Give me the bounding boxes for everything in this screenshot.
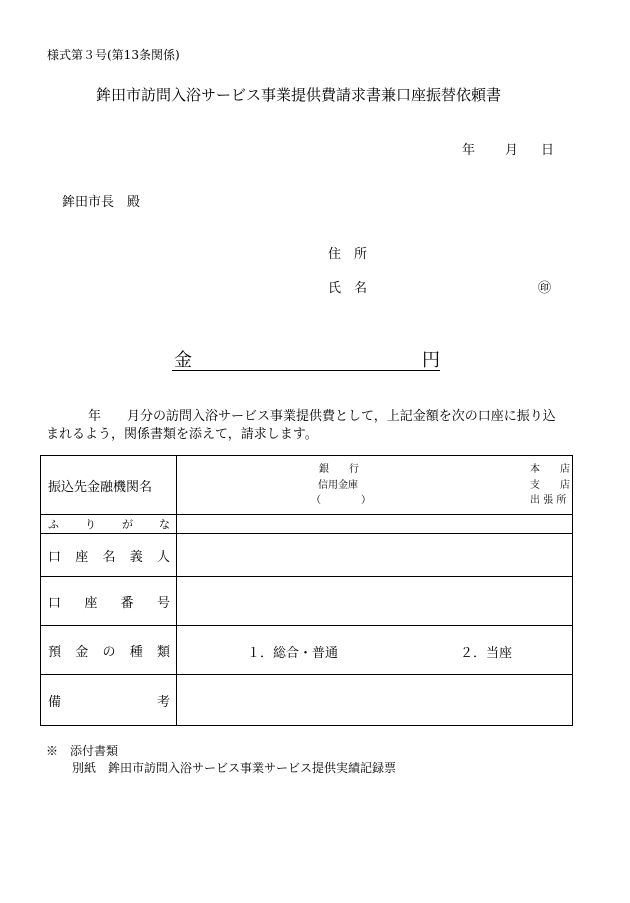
attachments-heading: ※ 添付書類 xyxy=(46,744,119,758)
label-char: 号 xyxy=(156,595,170,611)
deposit-option-current[interactable]: ２．当座 xyxy=(460,646,513,661)
date-year: 年 xyxy=(462,143,476,158)
bank-name-label: 振込先金融機関名 xyxy=(41,456,177,515)
date-month: 月 xyxy=(505,143,519,158)
account-holder-field[interactable] xyxy=(177,534,573,577)
amount-prefix: 金 xyxy=(174,350,192,371)
page-title: 鉾田市訪問入浴サービス事業提供費請求書兼口座振替依頼書 xyxy=(96,86,502,104)
addressee: 鉾田市長 殿 xyxy=(62,195,141,210)
deposit-type-label xyxy=(41,626,177,675)
furigana-field[interactable] xyxy=(177,515,573,534)
label-char: 口 xyxy=(48,549,62,565)
date-row xyxy=(462,139,554,158)
label-char: 番 xyxy=(120,595,134,611)
label-char: 預 xyxy=(48,644,62,660)
branch-type-main: 本 店 xyxy=(530,464,570,475)
name-label: 氏 名 xyxy=(328,281,368,296)
label-char: 義 xyxy=(129,549,143,565)
deposit-option-ordinary[interactable]: １．総合・普通 xyxy=(247,646,339,661)
label-char: 備 xyxy=(48,694,62,710)
bank-type-bank: 銀 行 xyxy=(319,464,359,475)
label-char: 人 xyxy=(156,549,170,565)
date-day: 日 xyxy=(541,143,555,158)
remarks-label xyxy=(41,675,177,726)
bank-type-shinkin: 信用金庫 xyxy=(318,480,358,491)
bank-account-table xyxy=(40,455,573,726)
branch-type-branch: 支 店 xyxy=(530,480,570,491)
label-char: 種 xyxy=(129,644,143,660)
account-holder-label xyxy=(41,534,177,577)
furigana-char: が xyxy=(122,518,133,531)
furigana-char: な xyxy=(159,518,170,531)
label-char: 名 xyxy=(102,549,116,565)
seal-mark: ㊞ xyxy=(538,281,552,296)
bank-name-field[interactable] xyxy=(177,456,573,515)
label-char: 考 xyxy=(156,694,170,710)
label-char: 座 xyxy=(75,549,89,565)
amount-suffix: 円 xyxy=(422,350,440,371)
furigana-label xyxy=(41,515,177,534)
form-label: 様式第３号(第13条関係) xyxy=(47,48,180,62)
label-char: 座 xyxy=(84,595,98,611)
account-number-label xyxy=(41,577,177,626)
furigana-char: り xyxy=(85,518,96,531)
attachment-item: 別紙 鉾田市訪問入浴サービス事業サービス提供実績記録票 xyxy=(72,761,397,775)
request-text-line1: 年 月分の訪問入浴サービス事業提供費として，上記金額を次の口座に振り込 xyxy=(88,409,556,424)
remarks-field[interactable] xyxy=(177,675,573,726)
branch-type-sub: 出 張 所 xyxy=(530,495,567,506)
furigana-char: ふ xyxy=(48,518,59,531)
request-text-line2: まれるよう，関係書類を添えて，請求します。 xyxy=(46,427,318,442)
label-char: 口 xyxy=(48,595,62,611)
bank-type-other: （ ） xyxy=(311,495,371,506)
account-number-field[interactable] xyxy=(177,577,573,626)
deposit-type-field xyxy=(177,626,573,675)
label-char: 類 xyxy=(156,644,170,660)
address-label: 住 所 xyxy=(328,247,368,262)
label-char: の xyxy=(102,644,116,660)
amount-underline xyxy=(172,346,440,371)
label-char: 金 xyxy=(75,644,89,660)
